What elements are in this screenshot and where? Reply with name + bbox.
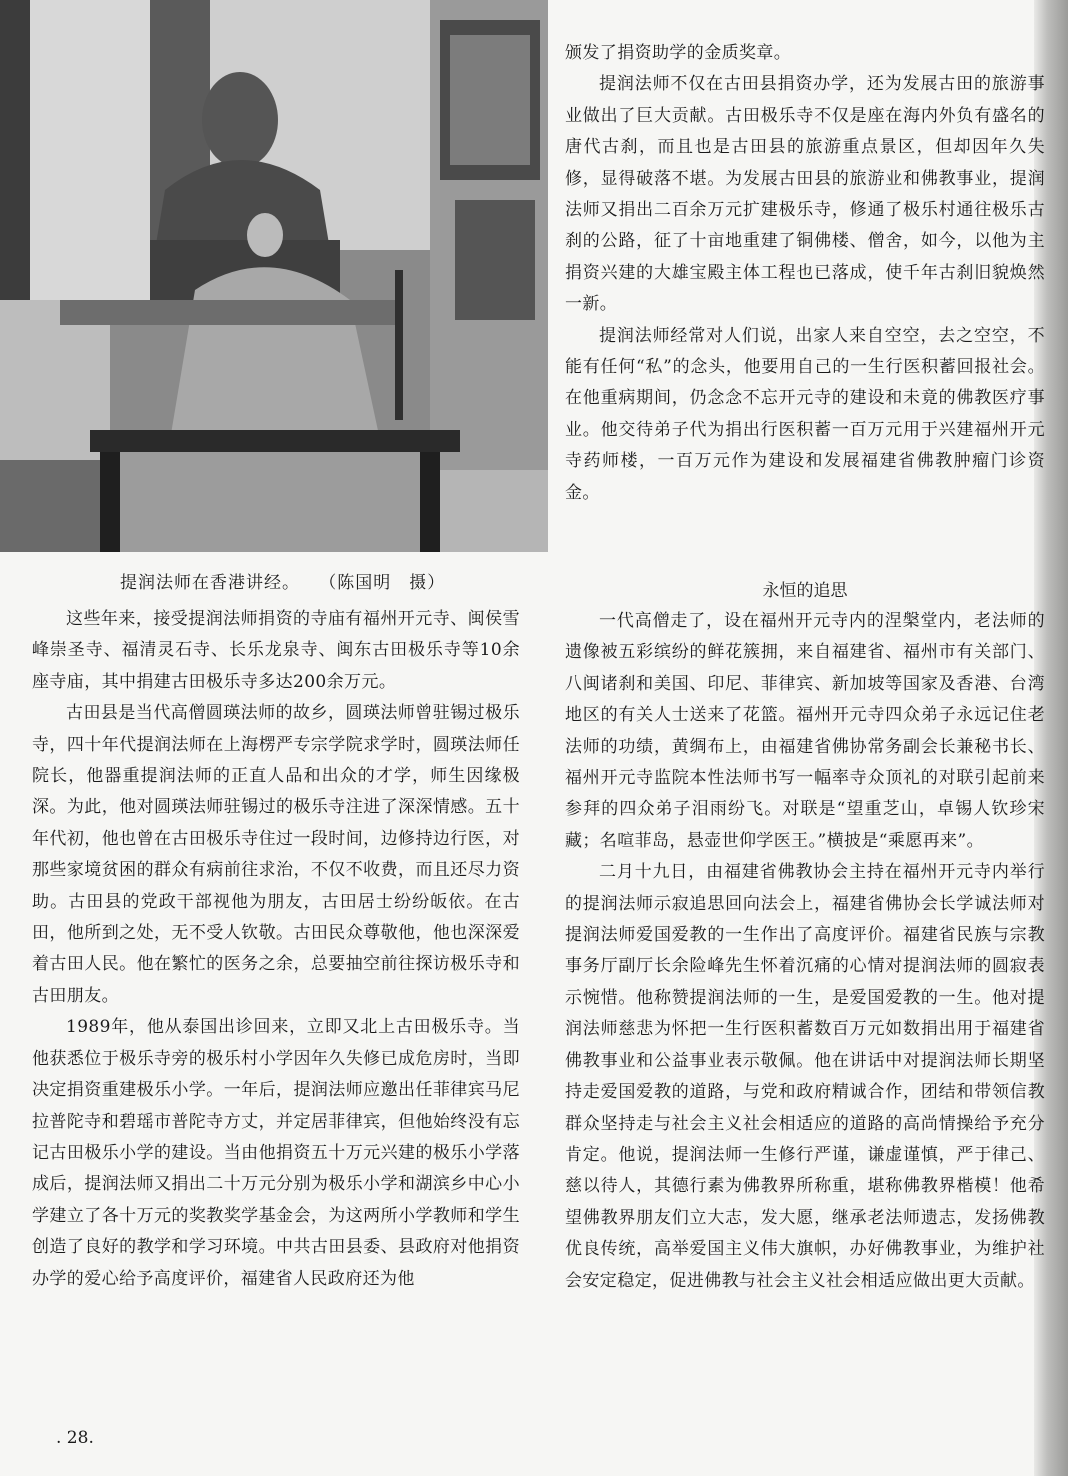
right-column-bottom	[565, 606, 1045, 1297]
paragraph: 古田县是当代高僧圆瑛法师的故乡，圆瑛法师曾驻锡过极乐寺，四十年代提润法师在上海楞严专宗学院求学时，圆瑛法师任院长，他器重提润法师的正直人品和出众的才学，师生因缘极深。为此，他对圆瑛法师驻锡过的极乐寺注进了深深情感。五十年代初，他也曾在古田极乐寺住过一段时间，边修持边行医，对那些家境贫困的群众有病前往求治，不仅不收费，而且还尽力资助。古田县的党政干部视他为朋友，古田居士纷纷皈依。在古田，他所到之处，无不受人钦敬。古田民众尊敬他，他也深深爱着古田人民。他在繁忙的医务之余，总要抽空前往探访极乐寺和古田朋友。	[32, 703, 520, 1006]
photo-monk-lecturing	[0, 0, 548, 552]
paragraph: 这些年来，接受提润法师捐资的寺庙有福州开元寺、闽侯雪峰崇圣寺、福清灵石寺、长乐龙泉寺、闽东古田极乐寺等10余座寺庙，其中捐建古田极乐寺多达200余万元。	[32, 609, 520, 692]
page-number: . 28.	[56, 1428, 94, 1448]
seated-monk-photo-icon	[0, 0, 548, 552]
paragraph: 一代高僧走了，设在福州开元寺内的涅槃堂内，老法师的遗像被五彩缤纷的鲜花簇拥，来自福建省、福州市有关部门、八闽诸刹和美国、印尼、菲律宾、新加坡等国家及香港、台湾地区的有关人士送来了花篮。福州开元寺四众弟子永远记住老法师的功绩，黄绸布上，由福建省佛协常务副会长兼秘书长、福州开元寺监院本性法师书写一幅率寺众顶礼的对联引起前来参拜的四众弟子泪雨纷飞。对联是“望重芝山，卓锡人钦珍宋藏；名喧菲岛，悬壶世仰学医王。”横披是“乘愿再来”。	[565, 611, 1045, 851]
paragraph: 颁发了捐资助学的金质奖章。	[565, 43, 792, 63]
section-heading: 永恒的追思	[762, 581, 848, 601]
paragraph: 提润法师不仅在古田县捐资办学，还为发展古田的旅游事业做出了巨大贡献。古田极乐寺不仅是座在海内外负有盛名的唐代古刹，而且也是古田县的旅游重点景区，但却因年久失修，显得破落不堪。为发展古田县的旅游业和佛教事业，提润法师又捐出二百余万元扩建极乐寺，修通了极乐村通往极乐古刹的公路，征了十亩地重建了铜佛楼、僧舍，如今，以他为主捐资兴建的大雄宝殿主体工程也已落成，使千年古刹旧貌焕然一新。	[565, 74, 1045, 315]
left-column	[32, 604, 520, 1295]
right-column-top	[565, 38, 1045, 509]
paragraph: 提润法师经常对人们说，出家人来自空空，去之空空，不能有任何“私”的念头，他要用自己的一生行医积蓄回报社会。在他重病期间，仍念念不忘开元寺的建设和未竟的佛教医疗事业。他交待弟子代为捐出行医积蓄一百万元用于兴建福州开元寺药师楼，一百万元作为建设和发展福建省佛教肿瘤门诊资金。	[565, 325, 1045, 503]
photo-caption: 提润法师在香港讲经。 （陈国明 摄）	[120, 573, 446, 593]
paragraph: 二月十九日，由福建省佛教协会主持在福州开元寺内举行的提润法师示寂追思回向法会上，福建省佛协会长学诚法师对提润法师爱国爱教的一生作出了高度评价。福建省民族与宗教事务厅副厅长余险峰先生怀着沉痛的心情对提润法师的圆寂表示惋惜。他称赞提润法师的一生，是爱国爱教的一生。他对提润法师慈悲为怀把一生行医积蓄数百万元如数捐出用于福建省佛教事业和公益事业表示敬佩。他在讲话中对提润法师长期坚持走爱国爱教的道路，与党和政府精诚合作，团结和带领信教群众坚持走与社会主义社会相适应的道路的高尚情操给予充分肯定。他说，提润法师一生修行严谨，谦虚谨慎，严于律己、慈以待人，其德行素为佛教界所称重，堪称佛教界楷模！他希望佛教界朋友们立大志，发大愿，继承老法师遗志，发扬佛教优良传统，高举爱国主义伟大旗帜，办好佛教事业，为维护社会安定稳定，促进佛教与社会主义社会相适应做出更大贡献。	[565, 862, 1045, 1291]
paragraph: 1989年，他从泰国出诊回来，立即又北上古田极乐寺。当他获悉位于极乐寺旁的极乐村小学因年久失修已成危房时，当即决定捐资重建极乐小学。一年后，提润法师应邀出任菲律宾马尼拉普陀寺和碧瑶市普陀寺方丈，并定居菲律宾，但他始终没有忘记古田极乐小学的建设。当由他捐资五十万元兴建的极乐小学落成后，提润法师又捐出二十万元分别为极乐小学和湖滨乡中心小学建立了各十万元的奖教奖学基金会，为这两所小学教师和学生创造了良好的教学和学习环境。中共古田县委、县政府对他捐资办学的爱心给予高度评价，福建省人民政府还为他	[32, 1017, 520, 1289]
